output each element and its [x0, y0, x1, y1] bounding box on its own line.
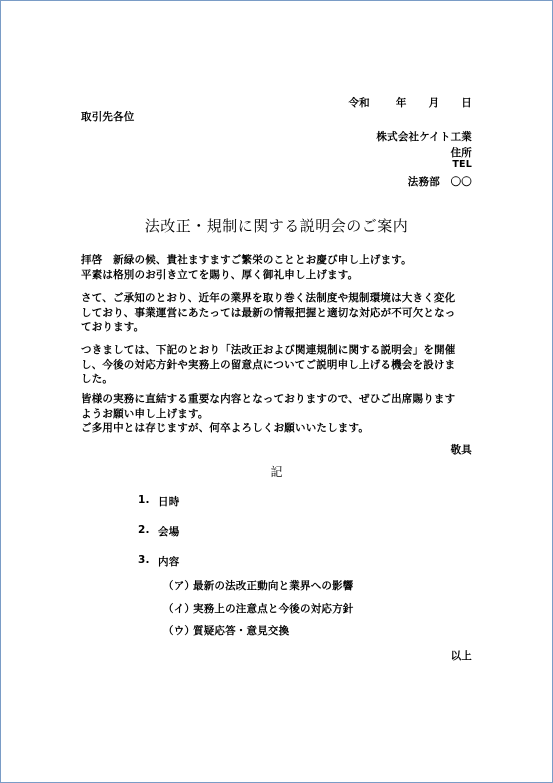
subitem-mark: （イ）	[163, 603, 196, 615]
closing-ijou: 以上	[450, 650, 472, 662]
detail-label: 会場	[158, 526, 180, 538]
sender-address-label: 住所	[450, 147, 472, 159]
detail-number: 2.	[138, 524, 150, 536]
detail-number: 3.	[138, 554, 150, 566]
detail-number: 1.	[138, 494, 150, 506]
paragraph-line: 拝啓 新緑の候、貴社ますますご繁栄のこととお慶び申し上げます。	[81, 254, 412, 266]
paragraph-line: しており、事業運営にあたっては最新の情報把握と適切な対応が不可欠となっ	[81, 306, 456, 319]
detail-label: 日時	[158, 496, 180, 508]
paragraph-line: ご多用中とは存じますが、何卒よろしくお願いいたします。	[81, 422, 370, 434]
paragraph-line: つきましては、下記のとおり「法改正および関連規制に関する説明会」を開催	[81, 344, 456, 356]
date-era: 令和	[348, 97, 370, 109]
paragraph-request	[81, 392, 481, 436]
content-subitem	[163, 601, 354, 616]
subitem-text: 実務上の注意点と今後の対応方針	[193, 603, 354, 615]
subitem-mark: （ウ）	[163, 625, 196, 637]
closing-keigu: 敬具	[450, 444, 472, 456]
sender-tel-label: TEL	[452, 159, 472, 170]
date-line	[348, 95, 472, 110]
detail-label: 内容	[158, 556, 180, 568]
paragraph-announcement	[81, 343, 481, 387]
document-title: 法改正・規制に関する説明会のご案内	[144, 217, 409, 235]
paragraph-background	[81, 291, 481, 335]
paragraph-greeting	[81, 253, 481, 282]
content-subitem	[163, 578, 354, 593]
paragraph-line: 平素は格別のお引き立てを賜り、厚く御礼申し上げます。	[81, 268, 359, 281]
sender-department: 法務部 〇〇	[407, 176, 472, 188]
subitem-mark: （ア）	[163, 580, 196, 592]
paragraph-line: さて、ご承知のとおり、近年の業界を取り巻く法制度や規制環境は大きく変化	[81, 292, 456, 304]
date-day: 日	[461, 97, 472, 109]
date-year: 年	[395, 97, 407, 109]
recipient: 取引先各位	[81, 111, 135, 123]
subitem-text: 質疑応答・意見交換	[193, 625, 290, 637]
content-subitem	[163, 623, 289, 638]
paragraph-line: ようお願い申し上げます。	[81, 407, 209, 420]
paragraph-line: した。	[81, 373, 114, 385]
ki-heading: 記	[270, 465, 283, 479]
paragraph-line: ております。	[81, 321, 145, 333]
paragraph-line: 皆様の実務に直結する重要な内容となっておりますので、ぜひご出席賜ります	[81, 393, 456, 405]
date-month: 月	[428, 97, 440, 109]
sender-company: 株式会社ケイト工業	[376, 131, 472, 143]
subitem-text: 最新の法改正動向と業界への影響	[193, 580, 354, 592]
paragraph-line: し、今後の対応方針や実務上の留意点についてご説明申し上げる機会を設けま	[81, 358, 456, 371]
